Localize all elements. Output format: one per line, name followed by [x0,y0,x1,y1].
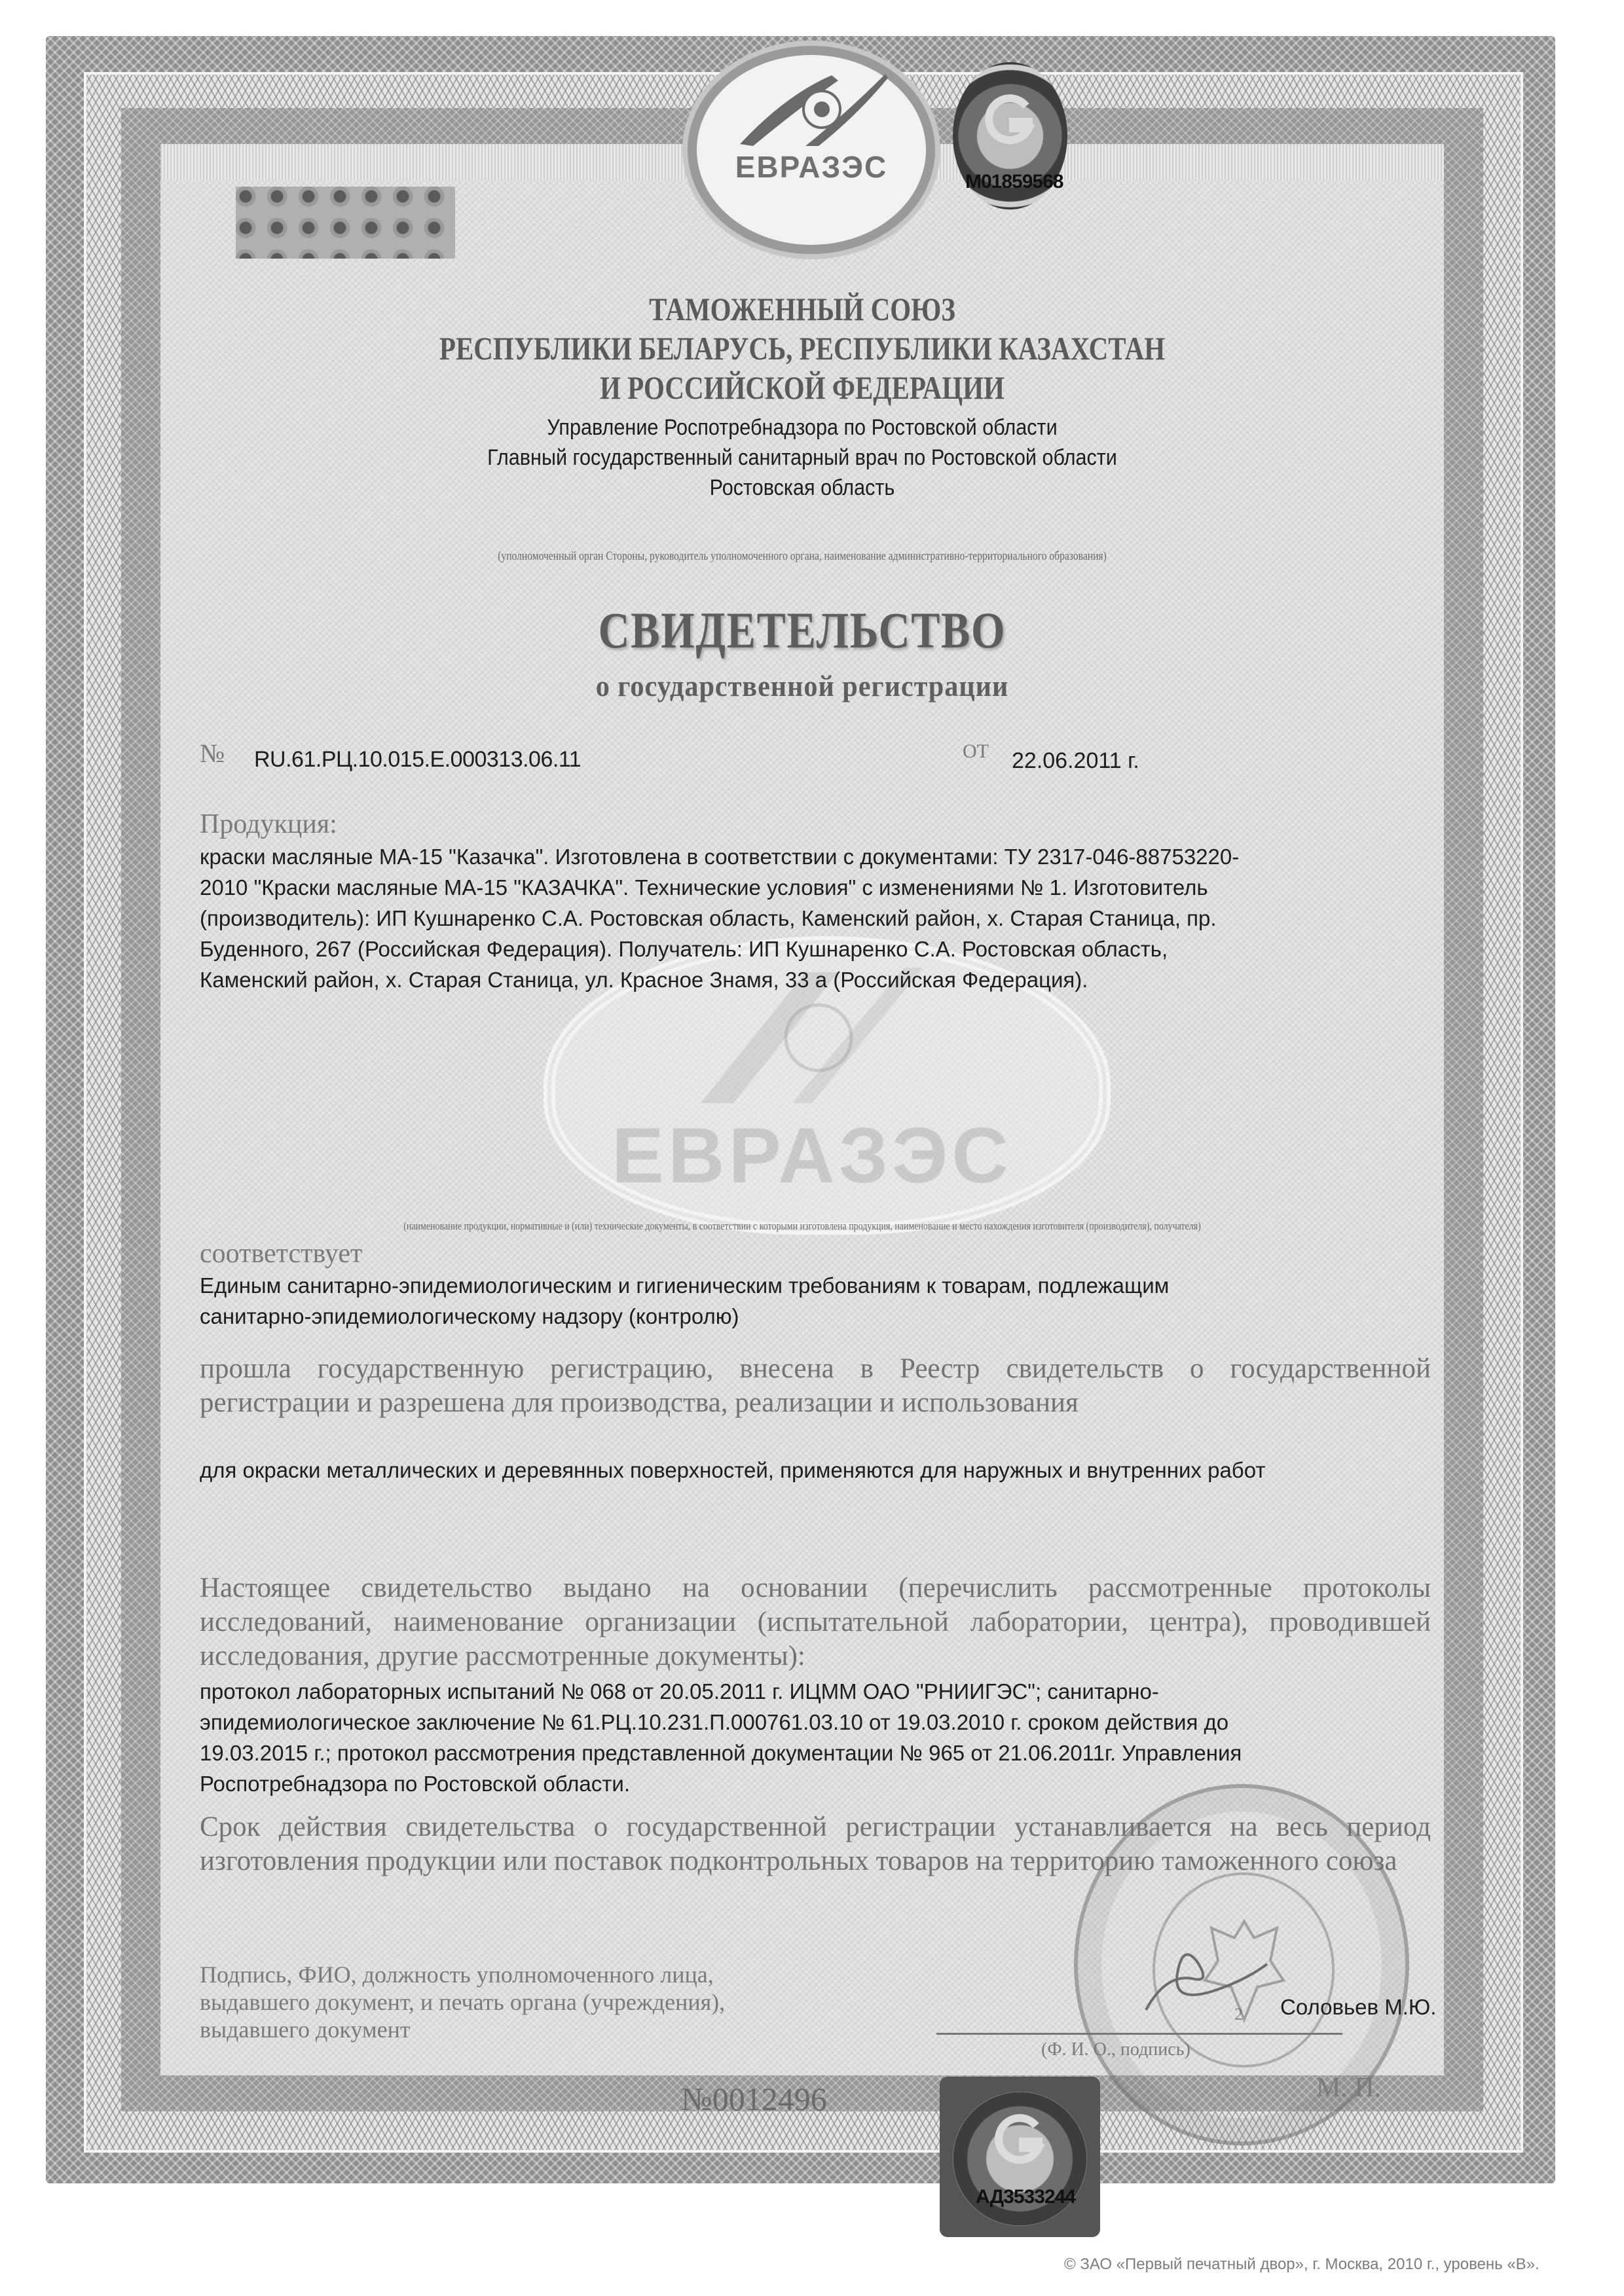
certificate-subtitle: о государственной регистрации [595,669,1009,702]
certificate-title: СВИДЕТЕЛЬСТВО [598,602,1006,659]
product-caption: (наименование продукции, нормативные и (или) технические документы, в соответствии с которыми изготовлена продукция, наименование и место нахождения изготовителя (производителя), получателя) [403,1220,1201,1232]
hologram-bottom-serial: АД3533244 [976,2186,1075,2208]
signature-label [200,1961,920,2043]
gsen-logo-icon [990,2111,1049,2170]
registration-date: 22.06.2011 г. [1012,748,1139,773]
authority-line2: Главный государственный санитарный врач по Ростовской области [487,445,1117,470]
evrazes-logo-text: ЕВРАЗЭС [735,150,888,184]
hologram-strip [236,187,455,259]
signer-name: Соловьев М.Ю. [1280,1995,1437,2019]
basis-line: Роспотребнадзора по Ростовской области. [200,1772,631,1796]
hologram-top-serial: М01859568 [965,171,1063,192]
product-line: (производитель): ИП Кушнаренко С.А. Ростовская область, Каменский район, х. Старая Станица, пр. [200,906,1217,930]
union-title-line1: ТАМОЖЕННЫЙ СОЮЗ [649,291,955,327]
product-label: Продукция: [200,809,337,839]
product-line: Буденного, 267 (Российская Федерация). Получатель: ИП Кушнаренко С.А. Ростовская область, [200,937,1168,961]
registration-statement: прошла государственную регистрацию, внесена в Реестр свидетельств о государственной регистрации и разрешена для производства, реализации и использования [200,1353,1431,1418]
basis-documents [200,1676,1431,1799]
product-line: Каменский район, х. Старая Станица, ул. Красное Знамя, 33 а (Российская Федерация). [200,968,1088,992]
number-label: № [200,738,225,768]
stamp-number: 2 [1234,2005,1243,2024]
fio-caption: (Ф. И. О., подпись) [1041,2039,1190,2060]
validity-statement: Срок действия свидетельства о государственной регистрации устанавливается на весь период изготовления продукции или поставок подконтрольных товаров на территорию таможенного союза [200,1812,1431,1876]
basis-line: протокол лабораторных испытаний № 068 от 20.05.2011 г. ИЦММ ОАО "РНИИГЭС"; санитарно- [200,1679,1159,1704]
form-number: №0012496 [681,2081,827,2117]
union-title-line2: РЕСПУБЛИКИ БЕЛАРУСЬ, РЕСПУБЛИКИ КАЗАХСТАН [439,330,1166,367]
conformity-line: санитарно-эпидемиологическому надзору (контролю) [200,1304,739,1328]
watermark-text: ЕВРАЗЭС [611,1112,1013,1199]
basis-label: Настоящее свидетельство выдано на основании (перечислить рассмотренные протоколы исследований, наименование организации (испытательной лаборатории, центра), проводившей исследования, другие рассмотренные документы): [200,1573,1431,1671]
product-description [200,841,1431,995]
conformity-label: соответствует [200,1239,363,1269]
basis-line: эпидемиологическое заключение № 61.РЦ.10.231.П.000761.03.10 от 19.03.2010 г. сроком действия до [200,1710,1229,1734]
product-line: 2010 "Краски масляные МА-15 "КАЗАЧКА". Технические условия" с изменениями № 1. Изготовитель [200,875,1208,900]
evrazes-emblem-icon [733,69,891,147]
conformity-line: Единым санитарно-эпидемиологическим и гигиеническим требованиям к товарам, подлежащим [200,1273,1170,1298]
basis-line: 19.03.2015 г.; протокол рассмотрения представленной документации № 965 от 21.06.2011г. Управления [200,1741,1242,1765]
union-title-line3: И РОССИЙСКОЙ ФЕДЕРАЦИИ [600,369,1005,406]
signature-label-line: выдавшего документ [200,2016,411,2043]
signature-line [936,2033,1342,2035]
authority-line1: Управление Роспотребнадзора по Ростовской области [547,415,1058,440]
gsen-logo-icon [980,92,1039,151]
signature-label-line: выдавшего документ, и печать органа (учреждения), [200,1989,726,2015]
date-label: ОТ [963,740,989,762]
seal-place-label: М. П. [1316,2073,1382,2103]
product-line: краски масляные МА-15 "Казачка". Изготовлена в соответствии с документами: ТУ 2317-046-88753220- [200,845,1240,869]
signature-label-line: Подпись, ФИО, должность уполномоченного лица, [200,1961,714,1988]
usage-scope: для окраски металлических и деревянных поверхностей, применяются для наружных и внутренних работ [200,1458,1266,1482]
conformity-requirements [200,1270,1431,1332]
authority-caption: (уполномоченный орган Стороны, руководитель уполномоченного органа, наименование административно-территориального образования) [498,549,1107,563]
authority-line3: Ростовская область [709,475,895,500]
printer-imprint: © ЗАО «Первый печатный двор», г. Москва, 2010 г., уровень «В». [1064,2255,1540,2273]
handwritten-signature-icon [1139,1938,1270,2016]
registration-number: RU.61.РЦ.10.015.Е.000313.06.11 [254,747,581,772]
